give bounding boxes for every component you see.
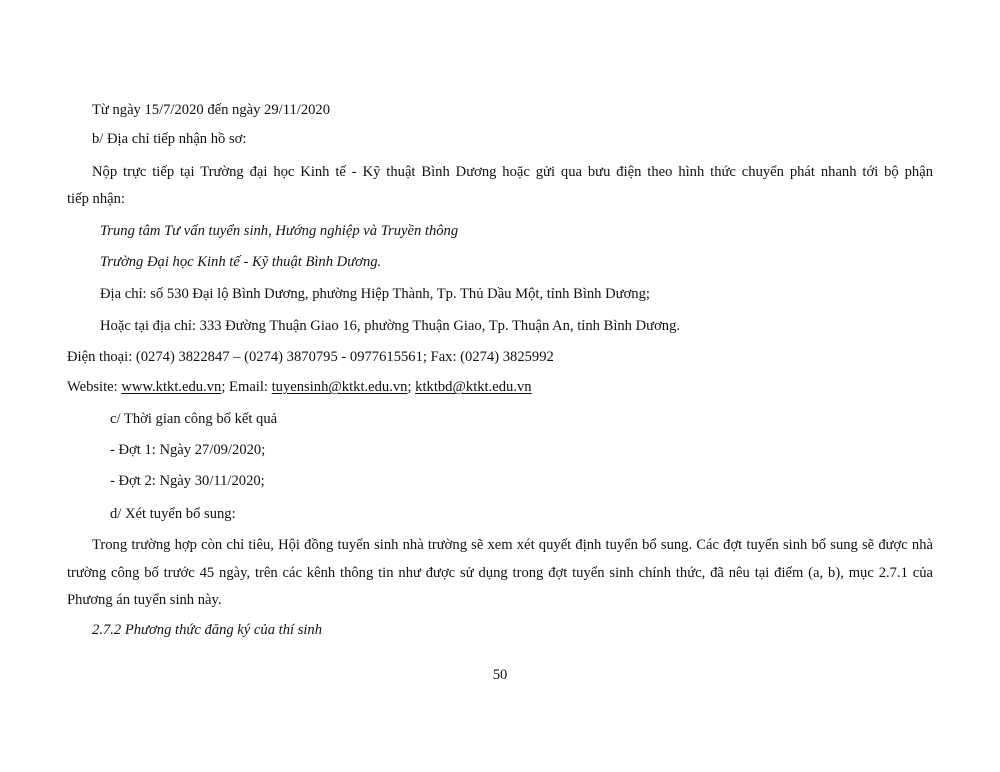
university-name: Trường Đại học Kinh tế - Kỹ thuật Bình Dương. xyxy=(100,254,382,270)
date-range-text: Từ ngày 15/7/2020 đến ngày 29/11/2020 xyxy=(92,102,331,118)
section-c-heading: c/ Thời gian công bố kết quả xyxy=(110,411,278,427)
supplementary-paragraph: Trong trường hợp còn chỉ tiêu, Hội đồng tuyển sinh nhà trường sẽ xem xét quyết định tuyển bổ sung. Các đợt tuyển sinh bổ sung sẽ được nhà trường công bố trước 45 ngày, trên các kênh thông tin như được sử dụng trong đợt tuyển sinh chính thức, đã nêu tại điểm (a, b), mục 2.7.1 của Phương án tuyển sinh này. xyxy=(67,537,933,608)
section-b-heading: b/ Địa chỉ tiếp nhận hồ sơ: xyxy=(92,131,247,147)
phone-line: Điện thoại: (0274) 3822847 – (0274) 3870795 - 0977615561; Fax: (0274) 3825992 xyxy=(67,349,554,365)
separator: ; xyxy=(407,379,416,395)
email-label: ; Email: xyxy=(221,379,272,395)
address-2: Hoặc tại địa chỉ: 333 Đường Thuận Giao 16, phường Thuận Giao, Tp. Thuận An, tỉnh Bình Dương. xyxy=(100,318,681,334)
subsection-heading: 2.7.2 Phương thức đăng ký của thí sinh xyxy=(92,622,323,638)
website-link[interactable]: www.ktkt.edu.vn xyxy=(121,379,222,395)
website-label: Website: xyxy=(67,379,122,395)
section-d-heading: d/ Xét tuyển bổ sung: xyxy=(110,506,236,522)
submission-paragraph-line-1: Nộp trực tiếp tại Trường đại học Kinh tế - Kỹ thuật Bình Dương hoặc gửi qua bưu điện theo hình thức chuyển phát nhanh tới bộ phận xyxy=(92,164,933,180)
address-1: Địa chỉ: số 530 Đại lộ Bình Dương, phường Hiệp Thành, Tp. Thủ Dầu Một, tỉnh Bình Dương; xyxy=(100,286,650,302)
center-name: Trung tâm Tư vấn tuyển sinh, Hướng nghiệp và Truyền thông xyxy=(100,223,459,239)
contact-line xyxy=(67,378,532,396)
result-round-2: - Đợt 2: Ngày 30/11/2020; xyxy=(110,473,265,489)
page-number: 50 xyxy=(492,667,508,683)
submission-paragraph-line-2: tiếp nhận: xyxy=(67,191,125,207)
result-round-1: - Đợt 1: Ngày 27/09/2020; xyxy=(110,442,266,458)
email-link-ktktbd[interactable]: ktktbd@ktkt.edu.vn xyxy=(415,379,532,395)
email-link-tuyensinh[interactable]: tuyensinh@ktkt.edu.vn xyxy=(271,379,408,395)
